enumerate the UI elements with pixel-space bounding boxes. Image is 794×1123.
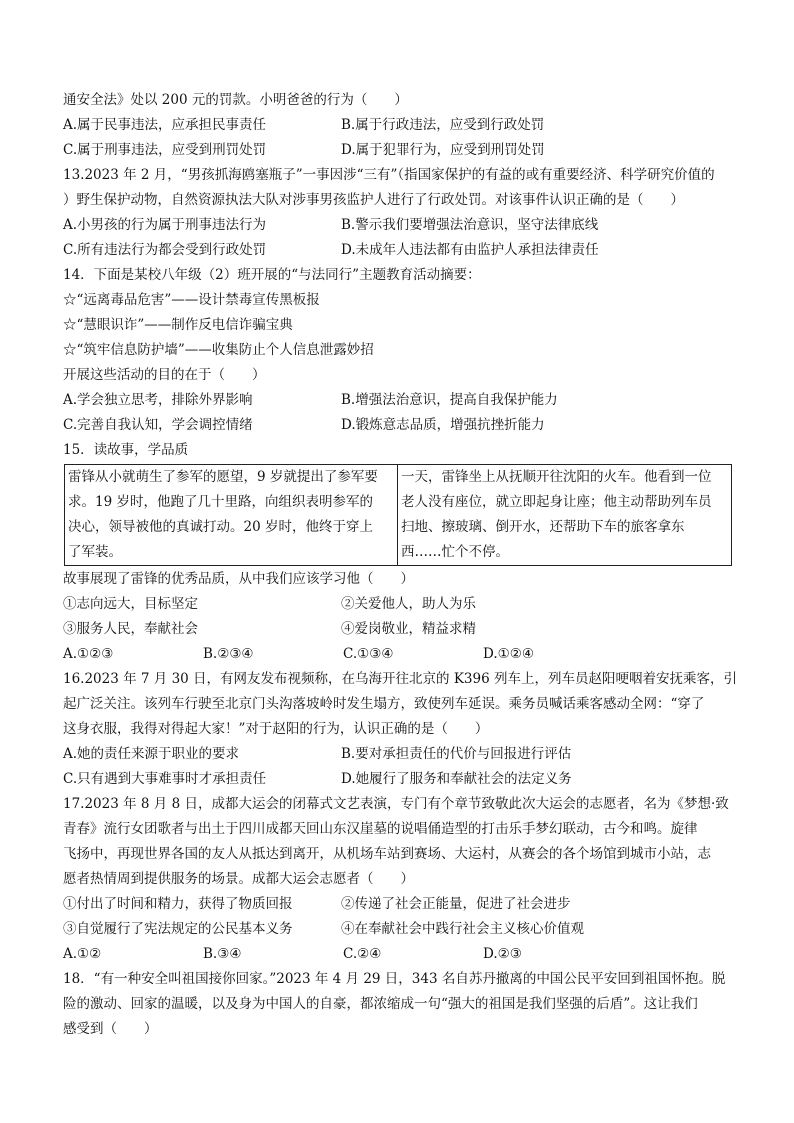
q16-stem-line-1: 16.2023 年 7 月 30 日，有网友发布视频称，在乌海开往北京的 K396 列车上，列车员赵阳哽咽着安抚乘客，引 (63, 671, 737, 687)
q14-option-d: D.锻炼意志品质，增强抗挫折能力 (341, 417, 545, 433)
q12-options-row-2 (63, 138, 735, 163)
q15-statements-row-2 (63, 617, 735, 642)
q13-options-row-2 (63, 238, 735, 263)
q17-statement-1: ①付出了时间和精力，获得了物质回报 (63, 896, 293, 912)
q15-options-row (63, 642, 735, 667)
q17-statements-row-2 (63, 917, 735, 942)
q15-story-left-line: 决心，领导被他的真诚打动。20 岁时，他终于穿上 (68, 519, 373, 535)
q13-option-c: C.所有违法行为都会受到行政处罚 (63, 242, 267, 258)
q14-stem: 14．下面是某校八年级（2）班开展的“与法同行”主题教育活动摘要： (63, 267, 481, 283)
q17-stem-line-3: 飞扬中，再现世界各国的友人从抵达到离开，从机场车站到赛场、大运村，从赛会的各个场馆到城市小站，志 (63, 846, 711, 862)
q15-story-table (64, 464, 732, 566)
q12-option-a: A.属于民事违法，应承担民事责任 (63, 117, 267, 133)
q18-stem-line-1: 18．“有一种安全叫祖国接你回家。”2023 年 4 月 29 日，343 名自苏丹撤离的中国公民平安回到祖国怀抱。脱 (63, 971, 726, 987)
q15-stem: 15．读故事，学品质 (63, 442, 189, 458)
q15-statement-2: ②关爱他人，助人为乐 (341, 596, 476, 612)
q17-option-d: D.②③ (483, 946, 522, 962)
q14-activity-item: ☆“远离毒品危害”——设计禁毒宣传黑板报 (63, 292, 320, 308)
q15-question: 故事展现了雷锋的优秀品质，从中我们应该学习他（ ） (63, 571, 414, 587)
q16-options-row-1 (63, 742, 735, 767)
q15-story-left-line: 求。19 岁时，他跑了几十里路，向组织表明参军的 (68, 494, 373, 510)
q15-option-d: D.①②④ (483, 646, 534, 662)
q15-option-a: A.①②③ (63, 646, 114, 662)
q15-story-left-line: 雷锋从小就萌生了参军的愿望，9 岁就提出了参军要 (68, 469, 378, 485)
q12-options-row-1 (63, 113, 735, 138)
q15-option-c: C.①③④ (343, 646, 394, 662)
q13-stem-line-2: ）野生保护动物，自然资源执法大队对涉事男孩监护人进行了行政处罚。对该事件认识正确的是（ ） (63, 192, 684, 208)
q13-option-a: A.小男孩的行为属于刑事违法行为 (63, 217, 267, 233)
q14-option-b: B.增强法治意识，提高自我保护能力 (341, 392, 558, 408)
q15-statement-3: ③服务人民，奉献社会 (63, 621, 198, 637)
q13-option-b: B.警示我们要增强法治意识，坚守法律底线 (341, 217, 599, 233)
q16-option-c: C.只有遇到大事难事时才承担责任 (63, 771, 267, 787)
q17-statement-3: ③自觉履行了宪法规定的公民基本义务 (63, 921, 293, 937)
q17-stem-line-2: 青春》流行女团歌者与出土于四川成都天回山东汉崖墓的说唱俑造型的打击乐手梦幻联动，古今和鸣。旋律 (63, 821, 698, 837)
q15-statement-1: ①志向远大，目标坚定 (63, 596, 198, 612)
q14-options-row-1 (63, 388, 735, 413)
q16-option-d: D.她履行了服务和奉献社会的法定义务 (341, 771, 572, 787)
q16-option-a: A.她的责任来源于职业的要求 (63, 746, 240, 762)
exam-page (63, 88, 735, 1042)
q13-stem-line-1: 13.2023 年 2 月，“男孩抓海鸥塞瓶子”一事因涉“三有”（指国家保护的有益的或有重要经济、科学研究价值的 (63, 167, 715, 183)
q17-statements-row-1 (63, 892, 735, 917)
q17-statement-4: ④在奉献社会中践行社会主义核心价值观 (341, 921, 584, 937)
q15-story-left-line: 了军装。 (68, 544, 122, 560)
q18-stem-line-3: 感受到（ ） (63, 1021, 158, 1037)
q12-option-d: D.属于犯罪行为，应受到刑罚处罚 (341, 142, 545, 158)
q17-stem-line-1: 17.2023 年 8 月 8 日，成都大运会的闭幕式文艺表演，专门有个章节致敬此次大运会的志愿者，名为《梦想·致 (63, 796, 729, 812)
q14-question: 开展这些活动的目的在于（ ） (63, 367, 266, 383)
q17-stem-line-4: 愿者热情周到提供服务的场景。成都大运会志愿者（ ） (63, 871, 414, 887)
q14-activity-item: ☆“慧眼识诈”——制作反电信诈骗宝典 (63, 317, 293, 333)
q14-activity-item: ☆“筑牢信息防护墙”——收集防止个人信息泄露妙招 (63, 342, 374, 358)
q13-option-d: D.未成年人违法都有由监护人承担法律责任 (341, 242, 599, 258)
q17-options-row (63, 942, 735, 967)
q12-option-b: B.属于行政违法，应受到行政处罚 (341, 117, 545, 133)
q14-option-a: A.学会独立思考，排除外界影响 (63, 392, 253, 408)
q13-options-row-1 (63, 213, 735, 238)
q16-stem-line-3: 这身衣服，我得对得起大家！”对于赵阳的行为，认识正确的是（ ） (63, 721, 489, 737)
q15-option-b: B.②③④ (203, 646, 254, 662)
q12-option-c: C.属于刑事违法，应受到刑罚处罚 (63, 142, 267, 158)
q17-option-a: A.①② (63, 946, 102, 962)
q16-options-row-2 (63, 767, 735, 792)
q14-option-c: C.完善自我认知，学会调控情绪 (63, 417, 253, 433)
q12-stem-tail: 通安全法》处以 200 元的罚款。小明爸爸的行为（ ） (63, 92, 408, 108)
q17-option-c: C.②④ (343, 946, 382, 962)
q15-story-left (65, 465, 398, 566)
q15-statements-row-1 (63, 592, 735, 617)
q16-stem-line-2: 起广泛关注。该列车行驶至北京门头沟落坡岭时发生塌方，致使列车延误。乘务员喊话乘客感动全网：“穿了 (63, 696, 705, 712)
q17-option-b: B.③④ (203, 946, 242, 962)
q15-story-right-line: 西……忙个不停。 (401, 544, 509, 560)
q16-option-b: B.要对承担责任的代价与回报进行评估 (341, 746, 572, 762)
q15-story-right-line: 一天，雷锋坐上从抚顺开往沈阳的火车。他看到一位 (401, 469, 712, 485)
q15-story-right-line: 扫地、擦玻璃、倒开水，还帮助下车的旅客拿东 (401, 519, 685, 535)
q14-options-row-2 (63, 413, 735, 438)
q17-statement-2: ②传递了社会正能量，促进了社会进步 (341, 896, 571, 912)
q15-statement-4: ④爱岗敬业，精益求精 (341, 621, 476, 637)
q18-stem-line-2: 险的激动、回家的温暖，以及身为中国人的自豪，都浓缩成一句“强大的祖国是我们坚强的后盾”。这让我们 (63, 996, 698, 1012)
q15-story-right-line: 老人没有座位，就立即起身让座；他主动帮助列车员 (401, 494, 712, 510)
q15-story-right (398, 465, 732, 566)
